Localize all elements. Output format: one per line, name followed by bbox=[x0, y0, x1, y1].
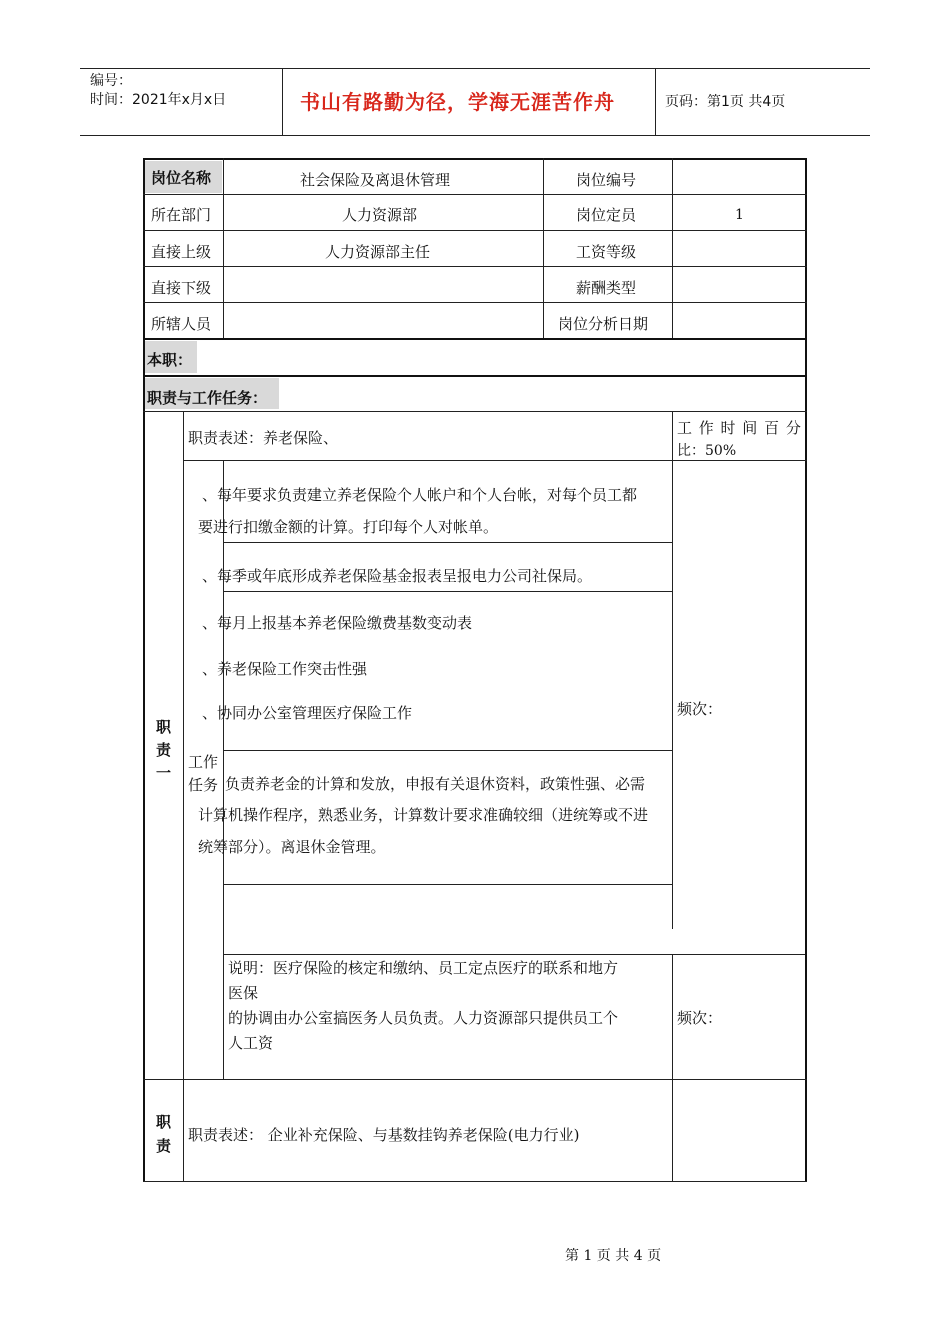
note-line: 说明：医疗保险的核定和缴纳、员工定点医疗的联系和地方 bbox=[228, 959, 619, 977]
note-line: 的协调由办公室搞医务人员负责。人力资源部只提供员工个 bbox=[228, 1009, 619, 1027]
frequency-label: 频次： bbox=[677, 1009, 723, 1027]
doc-time-label: 时间：2021年x月x日 bbox=[90, 92, 227, 108]
task-divider bbox=[223, 884, 672, 885]
col-divider bbox=[183, 411, 184, 1181]
page-footer: 第 1 页 共 4 页 bbox=[565, 1248, 662, 1264]
duty1-label-char: 责 bbox=[156, 741, 172, 759]
header-motto: 书山有路勤为径，学海无涯苦作舟 bbox=[300, 90, 615, 114]
task-item: 、每月上报基本养老保险缴费基数变动表 bbox=[202, 614, 473, 632]
col-divider bbox=[223, 158, 224, 338]
task-item: 统筹部分）。离退休金管理。 bbox=[198, 838, 386, 856]
work-task-label: 任务 bbox=[188, 776, 219, 794]
frequency-label: 频次： bbox=[677, 700, 723, 718]
row-label2: 薪酬类型 bbox=[576, 279, 637, 297]
row-label: 直接上级 bbox=[151, 243, 212, 261]
task-item: 、协同办公室管理医疗保险工作 bbox=[202, 704, 413, 722]
duty1-time-pct: 比：50% bbox=[677, 443, 737, 459]
row-value: 人力资源部主任 bbox=[325, 243, 431, 261]
row-divider bbox=[143, 338, 807, 340]
header-bottom-rule bbox=[80, 135, 870, 136]
header-divider bbox=[655, 68, 656, 136]
row-divider bbox=[143, 230, 807, 231]
row-label2: 岗位编号 bbox=[576, 171, 637, 189]
duty2-description: 职责表述： 企业补充保险、与基数挂钩养老保险(电力行业) bbox=[188, 1126, 580, 1144]
row-divider bbox=[143, 411, 807, 412]
row-value: 人力资源部 bbox=[342, 206, 418, 224]
note-line: 医保 bbox=[228, 984, 259, 1002]
work-task-label: 工作 bbox=[188, 753, 219, 771]
row-divider bbox=[143, 266, 807, 267]
header-top-rule bbox=[80, 68, 870, 69]
col-divider bbox=[543, 158, 544, 338]
doc-number-label: 编号： bbox=[90, 73, 132, 89]
duty1-time-pct: 工 作 时 间 百 分 bbox=[677, 419, 802, 437]
task-divider bbox=[223, 750, 672, 751]
row-label2: 岗位定员 bbox=[576, 206, 637, 224]
duty2-label-char: 职 bbox=[156, 1113, 172, 1131]
task-divider bbox=[223, 591, 672, 592]
row-label2: 岗位分析日期 bbox=[558, 315, 649, 333]
duty1-label-char: 职 bbox=[156, 718, 172, 736]
task-divider bbox=[223, 542, 672, 543]
row-divider bbox=[143, 1079, 807, 1080]
row-label: 岗位名称 bbox=[151, 169, 212, 187]
row-divider bbox=[143, 194, 807, 195]
duty1-label-char: 一 bbox=[156, 764, 172, 782]
task-item: 、养老保险工作突击性强 bbox=[202, 660, 368, 678]
table-border bbox=[143, 158, 145, 1182]
col-divider bbox=[672, 411, 673, 929]
page-info: 页码：第1页 共4页 bbox=[665, 94, 786, 110]
header-divider bbox=[282, 68, 283, 136]
row-label: 直接下级 bbox=[151, 279, 212, 297]
inner-box-left bbox=[223, 460, 224, 1080]
row-divider bbox=[143, 375, 807, 377]
row-value2: 1 bbox=[735, 207, 744, 223]
section-duties-title: 职责与工作任务： bbox=[147, 389, 268, 407]
task-item: 、每年要求负责建立养老保险个人帐户和个人台帐，对每个员工都 bbox=[202, 486, 638, 504]
task-item: 计算机操作程序，熟悉业务，计算数计要求准确较细（进统筹或不进 bbox=[198, 806, 649, 824]
col-divider bbox=[672, 954, 673, 1181]
task-item: 负责养老金的计算和发放，申报有关退休资料，政策性强、必需 bbox=[225, 775, 646, 793]
section-benzhi: 本职： bbox=[147, 351, 193, 369]
col-divider bbox=[672, 158, 673, 338]
table-border bbox=[805, 158, 807, 1182]
task-divider bbox=[223, 954, 805, 955]
task-item: 要进行扣缴金额的计算。打印每个人对帐单。 bbox=[198, 518, 499, 536]
table-border bbox=[143, 158, 807, 160]
table-border bbox=[143, 1181, 807, 1182]
row-divider bbox=[143, 302, 807, 303]
row-value: 社会保险及离退休管理 bbox=[300, 171, 451, 189]
row-label: 所在部门 bbox=[151, 206, 212, 224]
task-item: 、每季或年底形成养老保险基金报表呈报电力公司社保局。 bbox=[202, 567, 593, 585]
row-label: 所辖人员 bbox=[151, 315, 212, 333]
note-line: 人工资 bbox=[228, 1034, 274, 1052]
row-label2: 工资等级 bbox=[576, 243, 637, 261]
duty1-description: 职责表述：养老保险、 bbox=[188, 429, 339, 447]
duty2-label-char: 责 bbox=[156, 1137, 172, 1155]
